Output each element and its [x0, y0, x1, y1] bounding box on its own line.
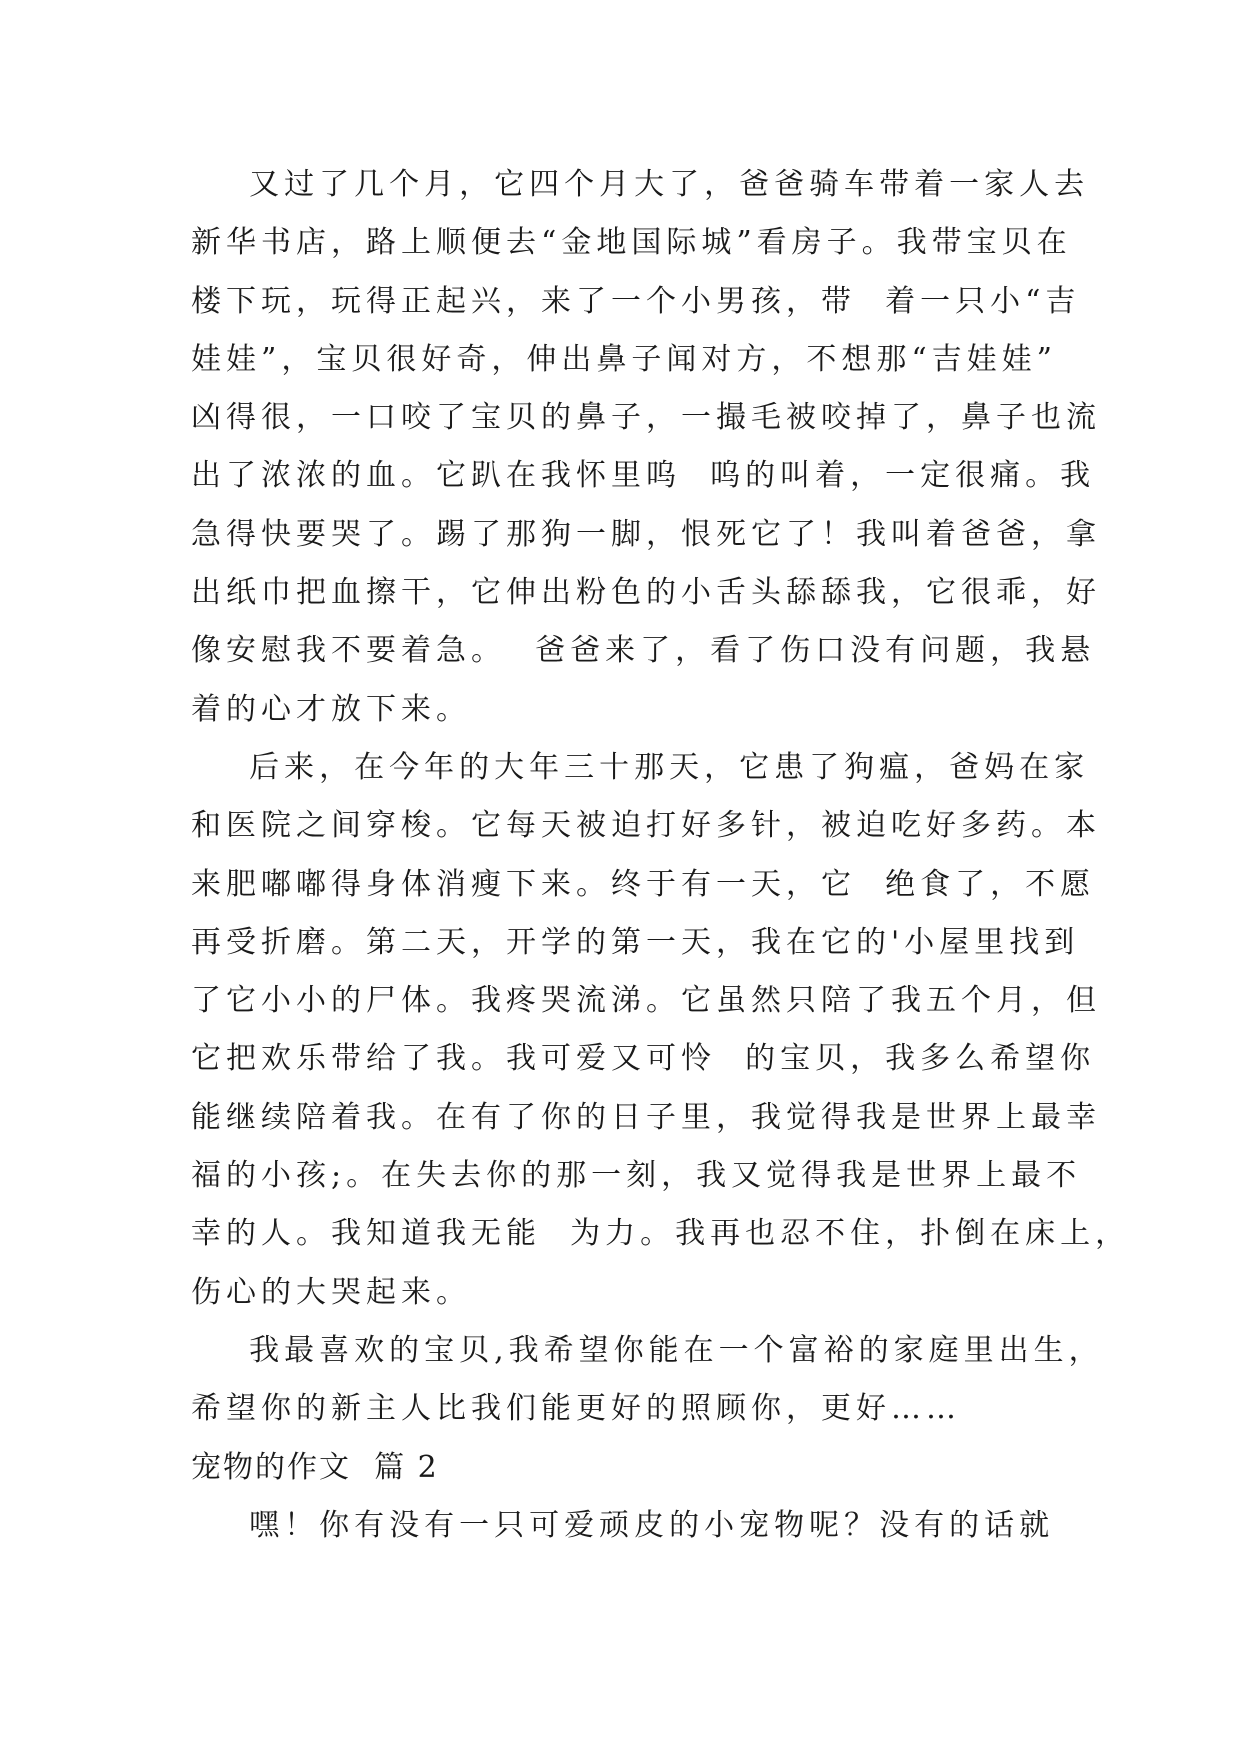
text-line: 着的心才放下来。 [191, 691, 471, 727]
text-line: 它把欢乐带给了我。我可爱又可怜 的宝贝，我多么希望你 [191, 1041, 1096, 1077]
text-line: 来肥嘟嘟得身体消瘦下来。终于有一天，它 绝食了，不愿 [191, 866, 1096, 902]
text-line: 急得快要哭了。踢了那狗一脚，恨死它了！我叫着爸爸，拿 [191, 516, 1101, 552]
text-line: 希望你的新主人比我们能更好的照顾你，更好…… [191, 1391, 961, 1427]
text-line: 楼下玩，玩得正起兴，来了一个小男孩，带 着一只小“吉 [191, 283, 1081, 319]
text-line: 幸的人。我知道我无能 为力。我再也忍不住，扑倒在床上， [191, 1216, 1131, 1252]
text-line: 后来，在今年的大年三十那天，它患了狗瘟，爸妈在家 [191, 749, 1090, 785]
text-line: 能继续陪着我。在有了你的日子里，我觉得我是世界上最幸 [191, 1099, 1101, 1135]
document-body [191, 156, 1131, 1555]
text-line: 福的小孩;。在失去你的那一刻，我又觉得我是世界上最不 [191, 1158, 1082, 1194]
text-line: 凶得很，一口咬了宝贝的鼻子，一撮毛被咬掉了，鼻子也流 [191, 400, 1101, 436]
text-line: 伤心的大哭起来。 [191, 1274, 471, 1310]
text-line: 出了浓浓的血。它趴在我怀里呜 呜的叫着，一定很痛。我 [191, 458, 1096, 494]
text-line: 和医院之间穿梭。它每天被迫打好多针，被迫吃好多药。本 [191, 808, 1101, 844]
text-line: 新华书店，路上顺便去“金地国际城”看房子。我带宝贝在 [191, 225, 1072, 261]
text-line: 再受折磨。第二天，开学的第一天，我在它的'小屋里找到 [191, 924, 1080, 960]
section-heading: 宠物的作文 篇 2 [191, 1449, 439, 1485]
text-line: 我最喜欢的宝贝,我希望你能在一个富裕的家庭里出生， [191, 1332, 1104, 1368]
text-line: 像安慰我不要着急。 爸爸来了，看了伤口没有问题，我悬 [191, 633, 1096, 669]
text-line: 嘿！你有没有一只可爱顽皮的小宠物呢？没有的话就 [191, 1507, 1055, 1543]
text-line: 又过了几个月，它四个月大了，爸爸骑车带着一家人去 [191, 167, 1090, 202]
text-line: 娃娃”，宝贝很好奇，伸出鼻子闻对方，不想那“吉娃娃” [191, 341, 1058, 377]
text-line: 出纸巾把血擦干，它伸出粉色的小舌头舔舔我，它很乖，好 [191, 575, 1101, 611]
text-line: 了它小小的尸体。我疼哭流涕。它虽然只陪了我五个月，但 [191, 983, 1101, 1019]
